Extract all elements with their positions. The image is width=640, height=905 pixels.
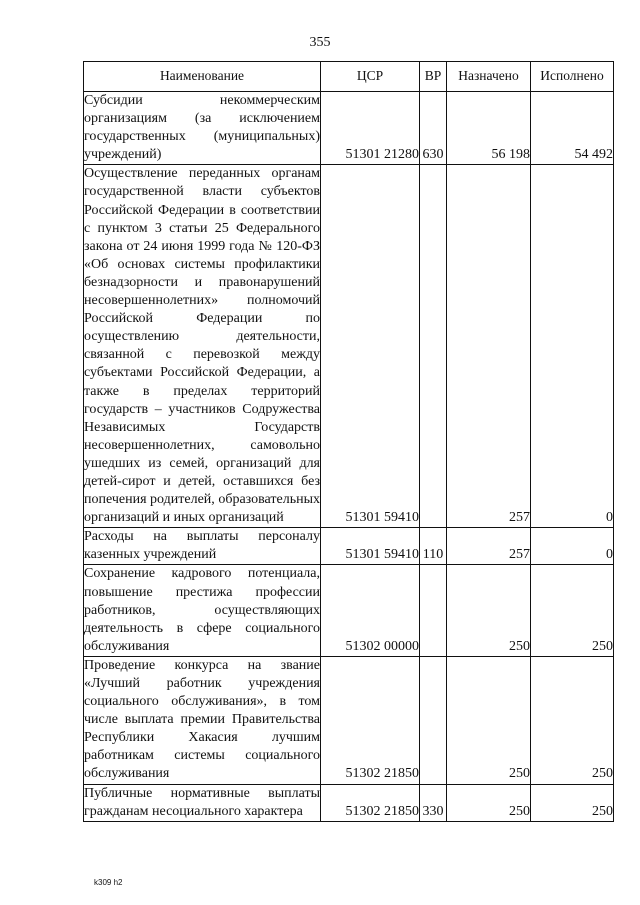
- row-executed: 250: [531, 784, 614, 821]
- row-assigned: 250: [447, 784, 531, 821]
- page-number: 355: [309, 35, 331, 50]
- row-csr: 51301 21280: [321, 92, 420, 165]
- row-vr: [420, 565, 447, 656]
- table-row: [84, 165, 614, 528]
- table-row: [84, 656, 614, 784]
- row-name: Осуществление переданных органам государственной власти субъектов Российской Федерации в соответствии с пунктом 3 статьи 25 Федерального закона от 24 июня 1999 года № 120-ФЗ «Об основах системы профилактики безнадзорности и правонарушений несовершеннолетних» полномочий Российской Федерации по осуществлению деятельности, связанной с перевозкой между субъектами Российской Федерации, а также в пределах территорий государств – участников Содружества Независимых Государств несовершеннолетних, самовольно ушедших из семей, организаций для детей-сирот и детей, оставшихся без попечения родителей, образовательных организаций и иных организаций: [84, 166, 320, 526]
- row-vr: [420, 656, 447, 784]
- row-csr: 51301 59410: [321, 528, 420, 565]
- row-name: Субсидии некоммерческим организациям (за исключением государственных (муниципальных) учреждений): [84, 93, 320, 163]
- table-row: [84, 565, 614, 656]
- header-name: Наименование: [84, 62, 321, 92]
- row-executed: 250: [531, 656, 614, 784]
- header-assigned: Назначено: [447, 62, 531, 92]
- row-assigned: 250: [447, 565, 531, 656]
- row-csr: 51302 21850: [321, 784, 420, 821]
- row-name-cell: [84, 784, 321, 821]
- document-code: k309 h2: [94, 878, 123, 887]
- row-name: Сохранение кадрового потенциала, повышение престижа профессии работников, осуществляющих деятельность в сфере социального обслуживания: [84, 566, 320, 654]
- row-csr: 51302 00000: [321, 565, 420, 656]
- row-csr: 51301 59410: [321, 165, 420, 528]
- row-vr: [420, 165, 447, 528]
- row-name-cell: [84, 528, 321, 565]
- row-vr: 330: [420, 784, 447, 821]
- row-assigned: 56 198: [447, 92, 531, 165]
- row-executed: 250: [531, 565, 614, 656]
- row-name-cell: [84, 165, 321, 528]
- row-vr: 630: [420, 92, 447, 165]
- row-assigned: 250: [447, 656, 531, 784]
- header-executed: Исполнено: [531, 62, 614, 92]
- table-header-row: [84, 62, 614, 92]
- row-vr: 110: [420, 528, 447, 565]
- row-assigned: 257: [447, 165, 531, 528]
- table-row: [84, 784, 614, 821]
- header-vr: ВР: [420, 62, 447, 92]
- row-executed: 0: [531, 528, 614, 565]
- table-row: [84, 528, 614, 565]
- row-name-cell: [84, 92, 321, 165]
- row-name: Проведение конкурса на звание «Лучший работник учреждения социального обслуживания», в том числе выплата премии Правительства Республики Хакасия лучшим работникам системы социального обслуживания: [84, 657, 320, 782]
- row-assigned: 257: [447, 528, 531, 565]
- row-name: Расходы на выплаты персоналу казенных учреждений: [84, 529, 320, 563]
- header-csr: ЦСР: [321, 62, 420, 92]
- row-name-cell: [84, 565, 321, 656]
- row-executed: 0: [531, 165, 614, 528]
- row-name: Публичные нормативные выплаты гражданам несоциального характера: [84, 785, 320, 819]
- row-csr: 51302 21850: [321, 656, 420, 784]
- row-executed: 54 492: [531, 92, 614, 165]
- budget-table: [83, 61, 614, 822]
- table-row: [84, 92, 614, 165]
- row-name-cell: [84, 656, 321, 784]
